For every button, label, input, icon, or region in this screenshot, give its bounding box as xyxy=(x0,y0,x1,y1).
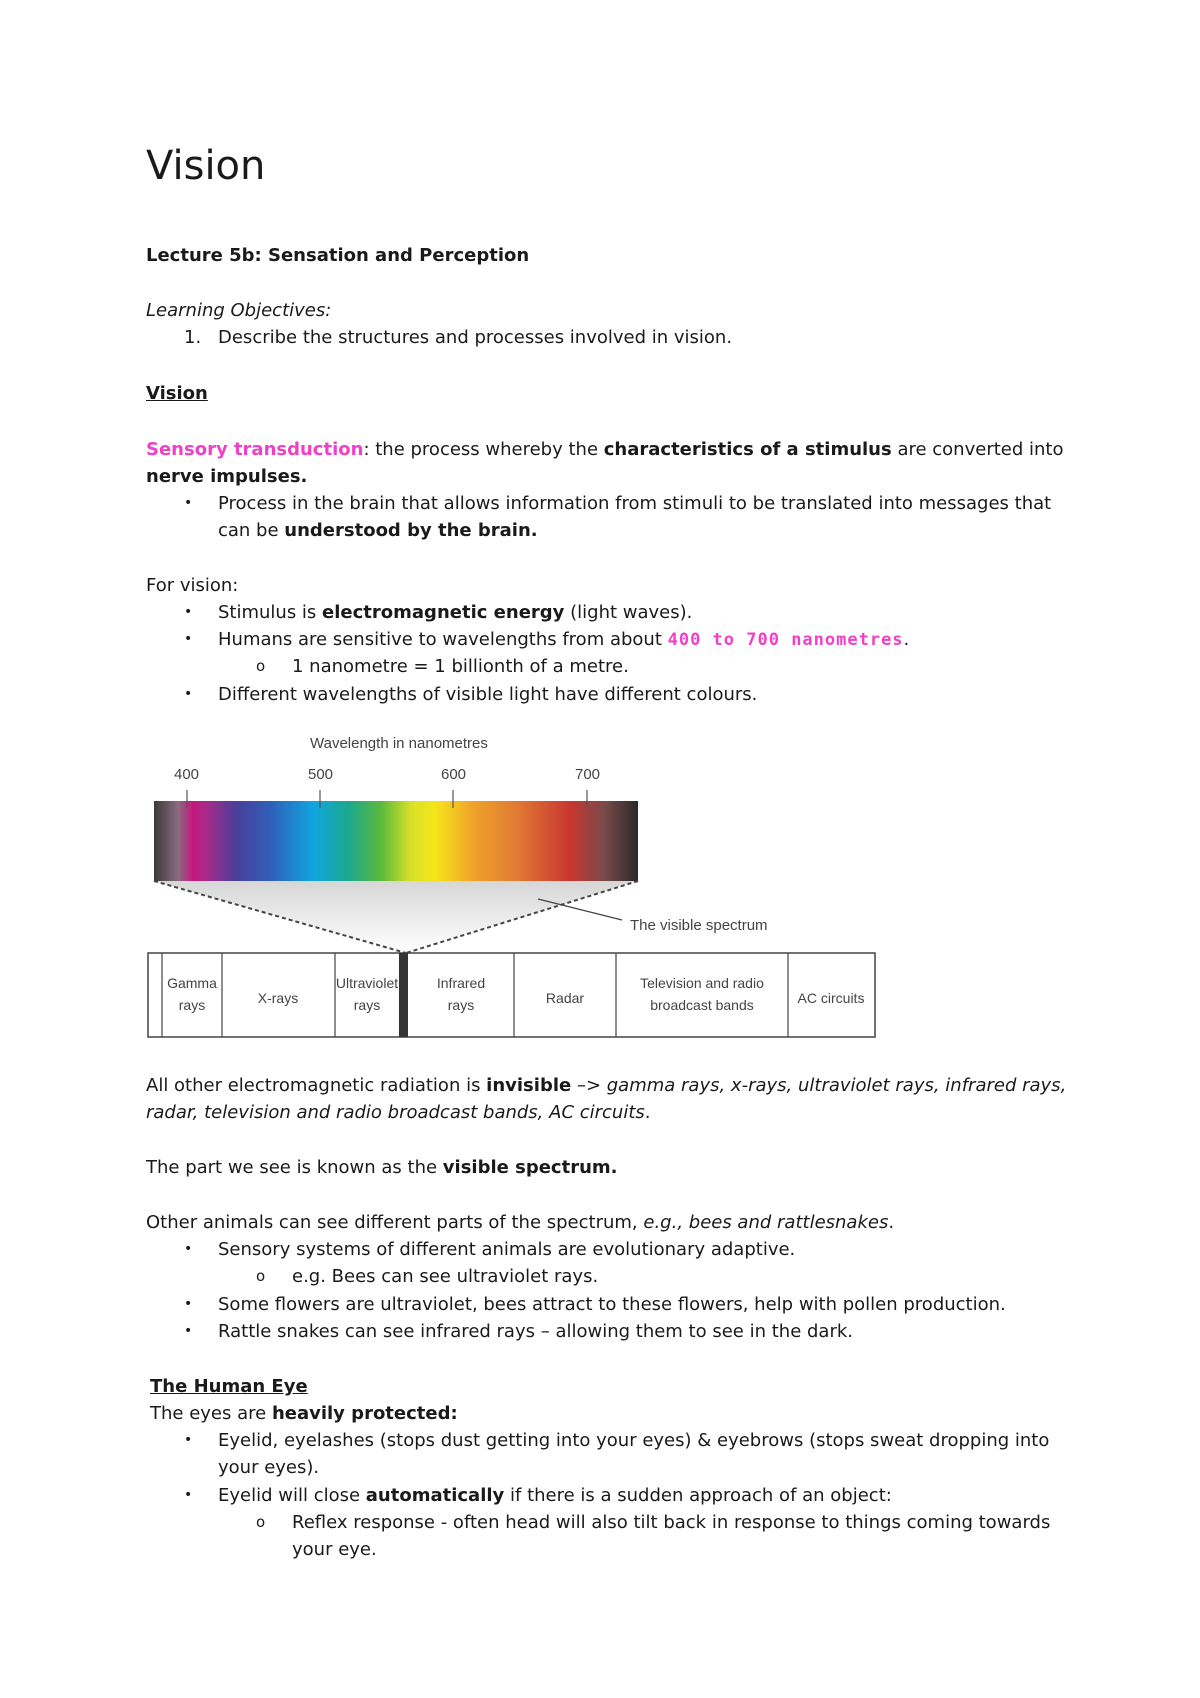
objective-text: Describe the structures and processes involved in vision. xyxy=(218,327,733,348)
invisible-radiation-line2: radar, television and radio broadcast bands, AC circuits. xyxy=(146,1102,651,1123)
band-ultraviolet-line2: rays xyxy=(353,997,381,1013)
invisible-radiation-line1: All other electromagnetic radiation is invisible –> gamma rays, x-rays, ultraviolet rays, infrared rays, xyxy=(146,1075,1067,1096)
for-vision-bullet-3: Different wavelengths of visible light have different colours. xyxy=(218,684,758,705)
spectrum-diagram xyxy=(140,728,880,1048)
tick-label-700: 700 xyxy=(575,766,601,783)
section-heading-human-eye: The Human Eye xyxy=(150,1376,308,1397)
band-tv-radio-line1: Television and radio xyxy=(640,975,764,991)
objective-number: 1. xyxy=(184,327,202,348)
bullet-glyph: • xyxy=(184,1487,193,1503)
band-tv-radio-line2: broadcast bands xyxy=(650,997,754,1013)
band-gamma-line1: Gamma xyxy=(167,975,217,991)
bullet-glyph: • xyxy=(184,1296,193,1312)
section-heading-vision: Vision xyxy=(146,383,208,404)
band-gamma-line2: rays xyxy=(178,997,206,1013)
eye-sub-1-cont: your eye. xyxy=(292,1539,377,1560)
eye-bullet-2: Eyelid will close automatically if there is a sudden approach of an object: xyxy=(218,1485,892,1506)
bullet-glyph: • xyxy=(184,1323,193,1339)
bullet-glyph: • xyxy=(184,686,193,702)
animals-bullet-3: Rattle snakes can see infrared rays – allowing them to see in the dark. xyxy=(218,1321,853,1342)
for-vision-bullet-2: Humans are sensitive to wavelengths from about 400 to 700 nanometres. xyxy=(218,629,910,650)
for-vision-label: For vision: xyxy=(146,575,239,596)
visible-label-leader xyxy=(538,899,622,920)
bullet-glyph: • xyxy=(184,604,193,620)
band-radar: Radar xyxy=(545,990,585,1006)
band-infrared-line1: Infrared xyxy=(436,975,486,991)
page-title: Vision xyxy=(146,143,266,189)
bullet-glyph: • xyxy=(184,1241,193,1257)
visible-band-marker xyxy=(399,953,408,1037)
transduction-definition-cont: nerve impulses. xyxy=(146,466,308,487)
sub-bullet-glyph: o xyxy=(256,1267,266,1285)
band-infrared-line2: rays xyxy=(447,997,475,1013)
visible-spectrum-label: The visible spectrum xyxy=(630,917,768,934)
objectives-label: Learning Objectives: xyxy=(146,300,332,321)
visible-spectrum-sentence: The part we see is known as the visible spectrum. xyxy=(146,1157,618,1178)
eye-intro: The eyes are heavily protected: xyxy=(150,1403,458,1424)
tick-label-600: 600 xyxy=(441,766,467,783)
animals-bullet-2: Some flowers are ultraviolet, bees attract to these flowers, help with pollen production. xyxy=(218,1294,1006,1315)
visible-spectrum-bar xyxy=(154,801,638,881)
transduction-term: Sensory transduction xyxy=(146,439,364,460)
spectrum-figure xyxy=(140,728,880,1048)
bullet-glyph: • xyxy=(184,631,193,647)
animals-sub-1: e.g. Bees can see ultraviolet rays. xyxy=(292,1266,599,1287)
spectrum-fan xyxy=(154,881,638,953)
tick-label-500: 500 xyxy=(308,766,334,783)
transduction-bullet: Process in the brain that allows information from stimuli to be translated into messages that xyxy=(218,493,1052,514)
tick-label-400: 400 xyxy=(174,766,200,783)
lecture-heading: Lecture 5b: Sensation and Perception xyxy=(146,245,530,266)
eye-bullet-1: Eyelid, eyelashes (stops dust getting into your eyes) & eyebrows (stops sweat dropping into xyxy=(218,1430,1050,1451)
animals-intro: Other animals can see different parts of the spectrum, e.g., bees and rattlesnakes. xyxy=(146,1212,895,1233)
transduction-bullet-cont: can be understood by the brain. xyxy=(218,520,538,541)
axis-title: Wavelength in nanometres xyxy=(310,735,488,752)
sub-bullet-glyph: o xyxy=(256,1513,266,1531)
bullet-glyph: • xyxy=(184,1432,193,1448)
eye-bullet-1-cont: your eyes). xyxy=(218,1457,320,1478)
for-vision-sub-1: 1 nanometre = 1 billionth of a metre. xyxy=(292,656,629,677)
for-vision-bullet-1: Stimulus is electromagnetic energy (light waves). xyxy=(218,602,693,623)
sub-bullet-glyph: o xyxy=(256,657,266,675)
transduction-definition: Sensory transduction: the process whereby the characteristics of a stimulus are converted into xyxy=(146,439,1064,460)
band-ultraviolet-line1: Ultraviolet xyxy=(335,975,399,991)
eye-sub-1: Reflex response - often head will also tilt back in response to things coming towards xyxy=(292,1512,1051,1533)
bullet-glyph: • xyxy=(184,495,193,511)
animals-bullet-1: Sensory systems of different animals are evolutionary adaptive. xyxy=(218,1239,796,1260)
band-xrays: X-rays xyxy=(257,990,299,1006)
band-ac-circuits: AC circuits xyxy=(797,990,865,1006)
